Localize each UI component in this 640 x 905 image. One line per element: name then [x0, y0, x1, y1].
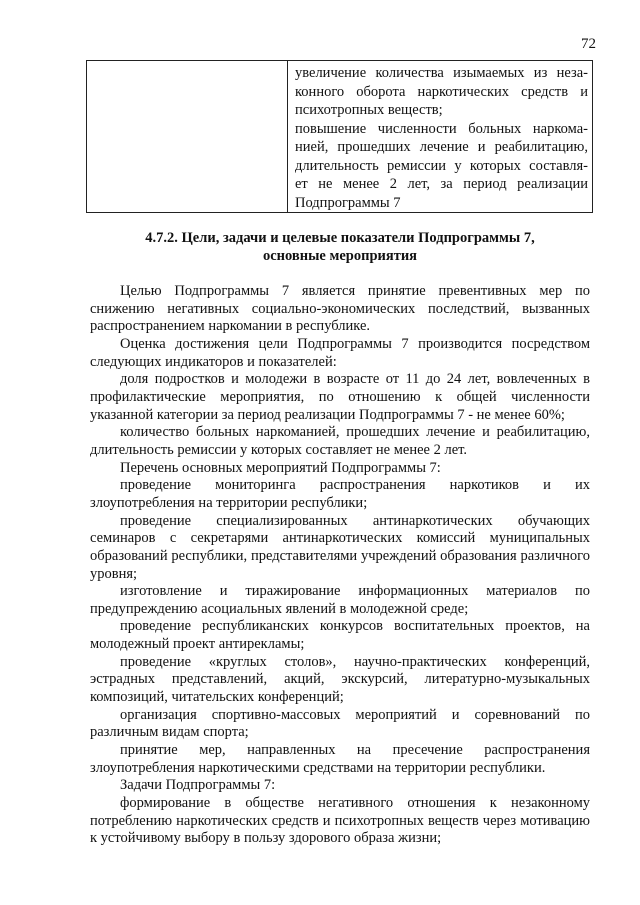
table-cell-empty — [87, 61, 288, 213]
paragraph-indicator: доля подростков и молодежи в возрасте от 11 до 24 лет, вовлеченных в профилактические мероприятия, по отношению к общей численности указанной категории за период реализации Подпрограммы 7 - не менее 60%; — [90, 371, 590, 423]
paragraph-assessment: Оценка достижения цели Подпрограммы 7 производится посредством следующих индикаторов и показателей: — [90, 335, 590, 370]
cell-line: длительность ремиссии у которых составля- — [295, 157, 588, 174]
paragraph-activity: организация спортивно-массовых мероприятий и соревнований по различным видам спорта; — [90, 706, 590, 741]
table-row — [87, 61, 593, 213]
continuation-table — [86, 60, 593, 213]
paragraph-task: формирование в обществе негативного отношения к незаконному потреблению наркотических средств и психотропных веществ через мотивацию к устойчивому выбору в пользу здорового образа жизни; — [90, 795, 590, 847]
paragraph-activity: проведение «круглых столов», научно-практических конференций, эстрадных представлений, акций, экскурсий, литературно-музыкальных композиций, читательских конференций; — [90, 653, 590, 706]
paragraph-goal: Целью Подпрограммы 7 является принятие превентивных мер по снижению негативных социально-экономических последствий, вызванных распространением наркомании в республике. — [90, 283, 590, 335]
cell-line: Подпрограммы 7 — [295, 194, 401, 211]
paragraph-activity: изготовление и тиражирование информационных материалов по предупреждению асоциальных явлений в молодежной среде; — [90, 583, 590, 617]
page-number: 72 — [581, 36, 596, 52]
cell-line: конного оборота наркотических средств и — [295, 83, 588, 100]
cell-line: психотропных веществ; — [295, 102, 443, 118]
paragraph-activities-heading: Перечень основных мероприятий Подпрограммы 7: — [120, 459, 441, 476]
paragraph-activity: проведение республиканских конкурсов воспитательных проектов, на молодежный проект антирекламы; — [90, 618, 590, 653]
section-heading-line: 4.7.2. Цели, задачи и целевые показатели Подпрограммы 7, — [145, 230, 535, 246]
table-cell-indicators — [288, 61, 593, 213]
paragraph-activity: принятие мер, направленных на пресечение распространения злоупотребления наркотическими средствами на территории республики. — [90, 742, 590, 776]
cell-line: нией, прошедших лечение и реабилитацию, — [295, 139, 588, 155]
paragraph-activity: проведение специализированных антинаркотических обучающих семинаров с секретарями антинаркотических комиссий муниципальных образований республики, представителями учреждений образования различного уровня; — [90, 512, 590, 582]
section-heading-line: основные мероприятия — [262, 248, 418, 264]
body-text — [90, 283, 590, 848]
cell-line: увеличение количества изымаемых из неза- — [295, 65, 588, 81]
paragraph-activity: проведение мониторинга распространения наркотиков и их злоупотребления на территории республики; — [90, 477, 590, 511]
section-heading — [90, 229, 590, 265]
cell-line: повышение численности больных наркома- — [295, 120, 588, 137]
cell-line: ет не менее 2 лет, за период реализации — [295, 176, 588, 192]
paragraph-tasks-heading: Задачи Подпрограммы 7: — [120, 777, 276, 794]
paragraph-indicator: количество больных наркоманией, прошедших лечение и реабилитацию, длительность ремиссии у которых составляет не менее 2 лет. — [90, 424, 590, 458]
